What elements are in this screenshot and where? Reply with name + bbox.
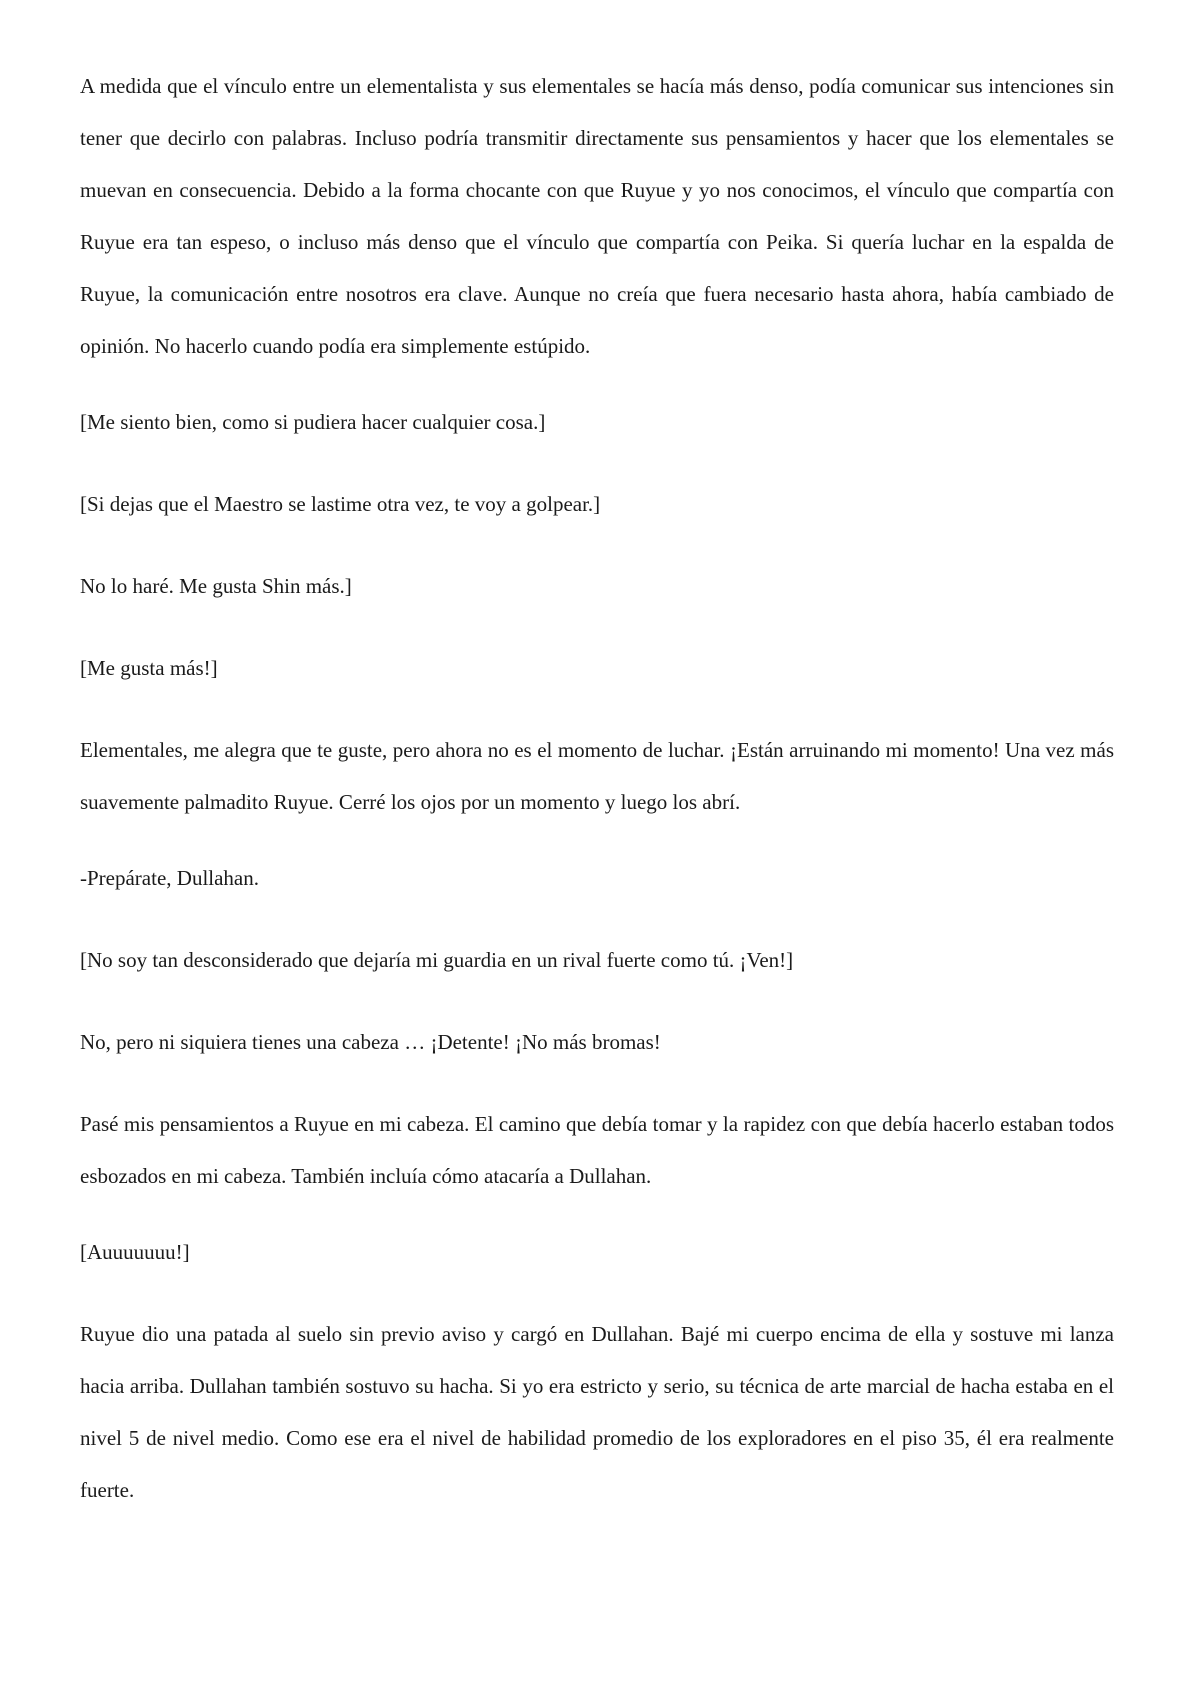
paragraph-5: [Me gusta más!] — [80, 656, 218, 680]
paragraph-11: [Auuuuuuu!] — [80, 1240, 190, 1264]
paragraph-2: [Me siento bien, como si pudiera hacer cualquier cosa.] — [80, 410, 546, 434]
paragraph-12: Ruyue dio una patada al suelo sin previo aviso y cargó en Dullahan. Bajé mi cuerpo encima de ella y sostuve mi lanza hacia arriba. Dullahan también sostuvo su hacha. Si yo era estricto y serio, su técnica de arte marcial de hacha estaba en el nivel 5 de nivel medio. Como ese era el nivel de habilidad promedio de los exploradores en el piso 35, él era realmente fuerte. — [80, 1322, 1114, 1502]
paragraph-9: No, pero ni siquiera tienes una cabeza … ¡Detente! ¡No más bromas! — [80, 1030, 661, 1054]
paragraph-6: Elementales, me alegra que te guste, pero ahora no es el momento de luchar. ¡Están arruinando mi momento! Una vez más suavemente palmadito Ruyue. Cerré los ojos por un momento y luego los abrí. — [80, 738, 1114, 814]
paragraph-3: [Si dejas que el Maestro se lastime otra vez, te voy a golpear.] — [80, 492, 601, 516]
paragraph-1: A medida que el vínculo entre un elementalista y sus elementales se hacía más denso, podía comunicar sus intenciones sin tener que decirlo con palabras. Incluso podría transmitir directamente sus pensamientos y hacer que los elementales se muevan en consecuencia. Debido a la forma chocante con que Ruyue y yo nos conocimos, el vínculo que compartía con Ruyue era tan espeso, o incluso más denso que el vínculo que compartía con Peika. Si quería luchar en la espalda de Ruyue, la comunicación entre nosotros era clave. Aunque no creía que fuera necesario hasta ahora, había cambiado de opinión. No hacerlo cuando podía era simplemente estúpido. — [80, 74, 1114, 358]
paragraph-8: [No soy tan desconsiderado que dejaría mi guardia en un rival fuerte como tú. ¡Ven!] — [80, 948, 794, 972]
paragraph-7: -Prepárate, Dullahan. — [80, 866, 260, 890]
paragraph-10: Pasé mis pensamientos a Ruyue en mi cabeza. El camino que debía tomar y la rapidez con que debía hacerlo estaban todos esbozados en mi cabeza. También incluía cómo atacaría a Dullahan. — [80, 1112, 1114, 1188]
paragraph-4: No lo haré. Me gusta Shin más.] — [80, 574, 352, 598]
